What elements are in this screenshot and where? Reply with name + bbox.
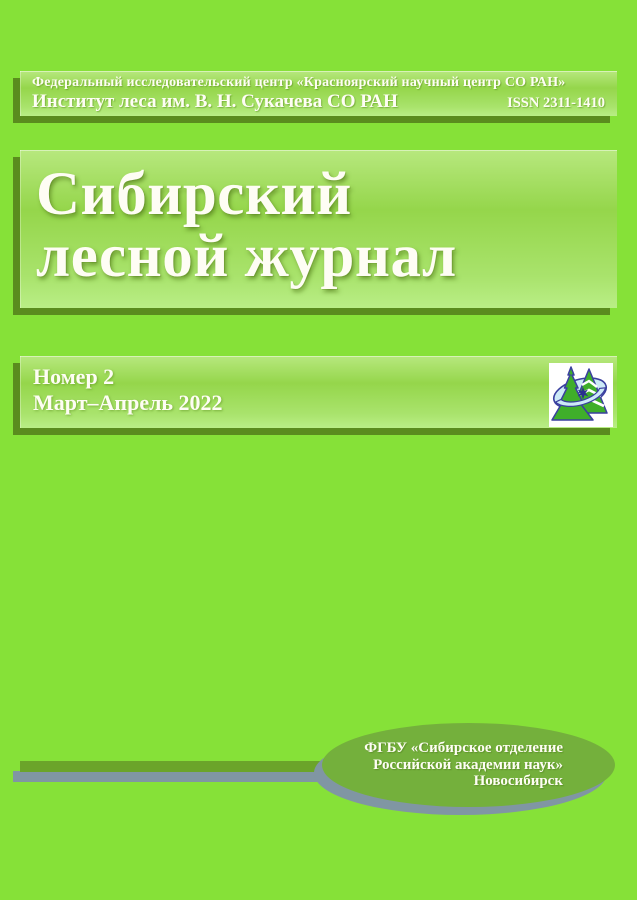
- publisher-city: Новосибирск: [473, 773, 563, 789]
- header-bar: [20, 71, 617, 116]
- publisher-line1: ФГБУ «Сибирское отделение: [364, 740, 563, 756]
- journal-title-line1: Сибирский: [36, 161, 352, 228]
- title-panel: [20, 150, 617, 308]
- fir-trees-orbit-logo-icon: [549, 363, 613, 427]
- publisher-line2: Российской академии наук»: [373, 756, 563, 773]
- institute-line: Институт леса им. В. Н. Сукачева СО РАН: [32, 91, 398, 112]
- journal-title-line2: лесной журнал: [36, 223, 457, 290]
- issue-period: Март–Апрель 2022: [33, 390, 223, 415]
- issue-panel: [20, 356, 617, 428]
- footer-rule: [20, 761, 350, 772]
- issn-number: ISSN 2311-1410: [507, 95, 605, 111]
- issue-number: Номер 2: [33, 364, 115, 389]
- federal-center-line: Федеральный исследовательский центр «Красноярский научный центр СО РАН»: [32, 75, 566, 90]
- publisher-ellipse: [322, 723, 615, 807]
- footer-rule-shadow: [13, 771, 343, 782]
- institute-row: [32, 91, 605, 113]
- journal-logo: [549, 363, 613, 427]
